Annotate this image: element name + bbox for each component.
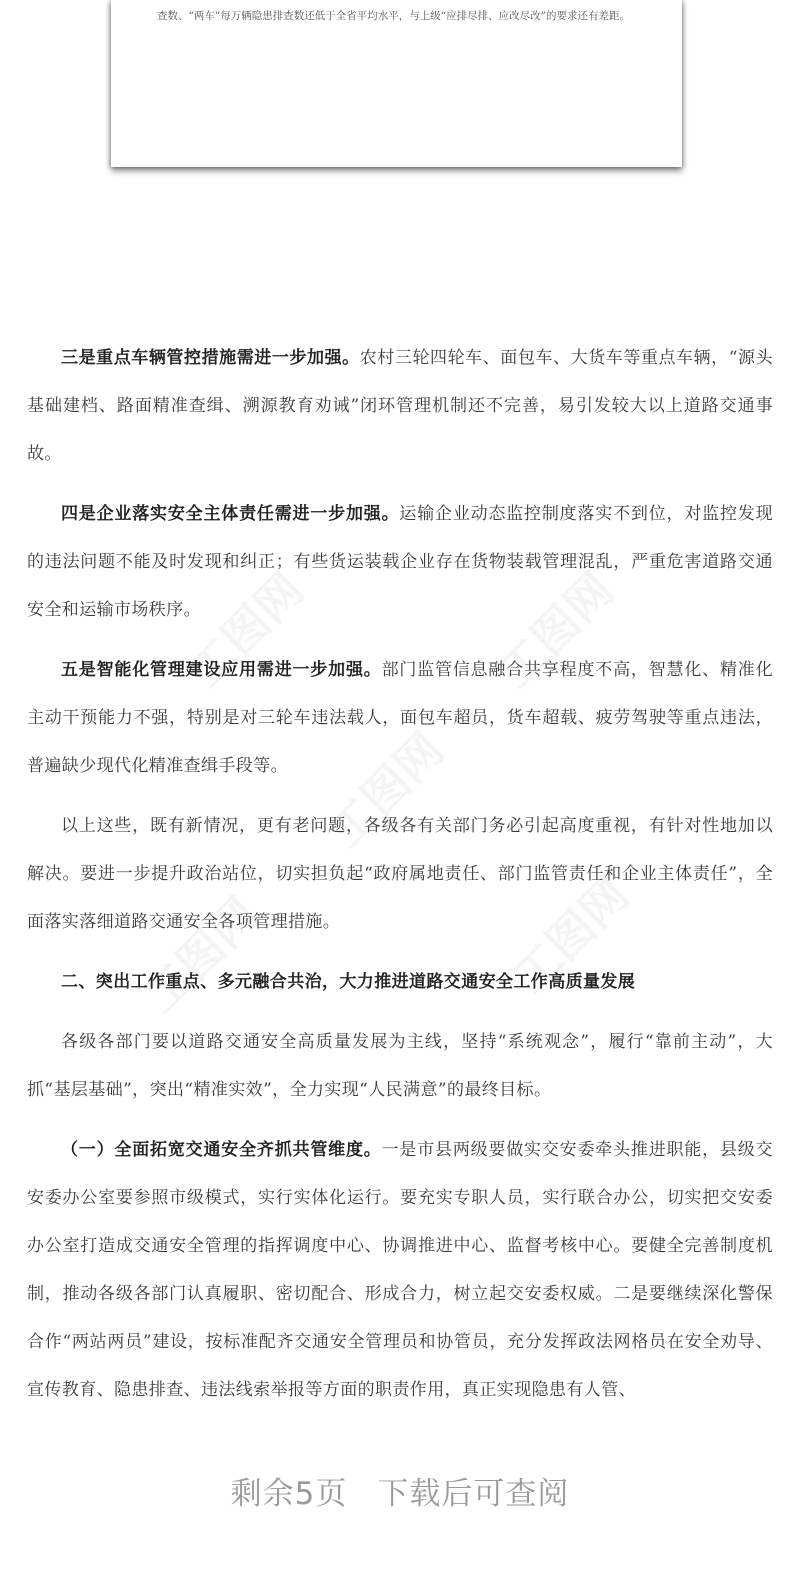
paragraph-body: 农村三轮四轮车、面包车、大货车等重点车辆，“源头基础建档、路面精准查缉、溯源教育劝诫”闭环管理机制还不完善，易引发较大以上道路交通事故。 bbox=[27, 348, 773, 464]
paragraph-subsection-one bbox=[27, 1126, 773, 1414]
paragraph-vehicle-control bbox=[27, 334, 773, 478]
paragraph-body: 以上这些，既有新情况，更有老问题，各级各有关部门务必引起高度重视，有针对性地加以解决。要进一步提升政治站位，切实担负起“政府属地责任、部门监管责任和企业主体责任”，全面落实落细道路交通安全各项管理措施。 bbox=[27, 816, 773, 932]
paragraph-lead: （一）全面拓宽交通安全齐抓共管维度。 bbox=[61, 1140, 382, 1160]
download-prompt[interactable] bbox=[0, 1468, 800, 1513]
paragraph-lead: 四是企业落实安全主体责任需进一步加强。 bbox=[61, 504, 400, 524]
paragraph-lead: 三是重点车辆管控措施需进一步加强。 bbox=[61, 348, 360, 368]
paragraph-body: 运输企业动态监控制度落实不到位，对监控发现的违法问题不能及时发现和纠正；有些货运装载企业存在货物装载管理混乱，严重危害道路交通安全和运输市场秩序。 bbox=[27, 504, 773, 620]
paragraph-body: 一是市县两级要做实交安委牵头推进职能，县级交安委办公室要参照市级模式，实行实体化运行。要充实专职人员，实行联合办公，切实把交安委办公室打造成交通安全管理的指挥调度中心、协调推进中心、监督考核中心。要健全完善制度机制，推动各级各部门认真履职、密切配合、形成合力，树立起交安委权威。二是要继续深化警保合作“两站两员”建设，按标准配齐交通安全管理员和协管员，充分发挥政法网格员在安全劝导、宣传教育、隐患排查、违法线索举报等方面的职责作用，真正实现隐患有人管、 bbox=[27, 1140, 773, 1400]
paragraph-intelligent-management bbox=[27, 646, 773, 790]
paragraph-enterprise-responsibility bbox=[27, 490, 773, 634]
document-body bbox=[27, 334, 773, 1426]
paragraph-body: 部门监管信息融合共享程度不高，智慧化、精准化主动干预能力不强，特别是对三轮车违法载人，面包车超员，货车超载、疲劳驾驶等重点违法，普遍缺少现代化精准查缉手段等。 bbox=[27, 660, 773, 776]
paragraph-lead: 五是智能化管理建设应用需进一步加强。 bbox=[61, 660, 382, 680]
section-heading: 二、突出工作重点、多元融合共治，大力推进道路交通安全工作高质量发展 bbox=[61, 972, 636, 992]
remaining-pages-label: 剩余5页 bbox=[230, 1476, 348, 1512]
download-to-view-label: 下载后可查阅 bbox=[377, 1476, 570, 1512]
previous-page-text: 查数、“两车”每万辆隐患排查数还低于全省平均水平，与上级“应排尽排、应改尽改”的要求还有差距。 bbox=[157, 10, 630, 22]
paragraph-summary bbox=[27, 802, 773, 946]
previous-page-card bbox=[111, 0, 682, 167]
paragraph-intro: 各级各部门要以道路交通安全高质量发展为主线，坚持“系统观念”，履行“靠前主动”，大抓“基层基础”，突出“精准实效”，全力实现“人民满意”的最终目标。 bbox=[27, 1032, 773, 1100]
